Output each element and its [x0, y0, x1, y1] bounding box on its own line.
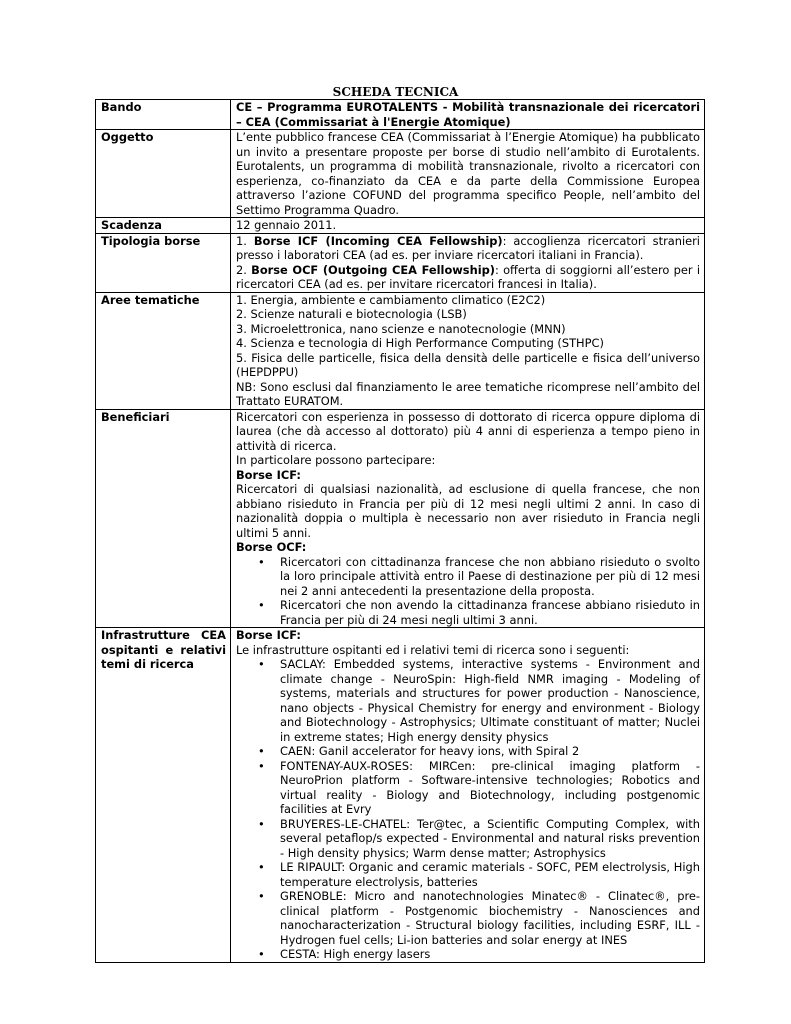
aree-item: 3. Microelettronica, nano scienze e nanotecnologie (MNN): [236, 321, 566, 336]
tipologia-item-text: : offerta di soggiorni all’estero per i ricercatori CEA (ad es. per invitare ricercatori francesi in Italia).: [236, 262, 700, 291]
scadenza-text: 12 gennaio 2011.: [231, 218, 705, 234]
row-oggetto: [96, 130, 705, 218]
aree-item: 5. Fisica delle particelle, fisica della densità delle particelle e fisica dell’universo (HEPDPPU): [236, 350, 700, 379]
list-item: • Ricercatori con cittadinanza francese che non abbiano risieduto o svolto la loro principale attività entro il Paese di destinazione per più di 12 mesi nei 2 anni antecedenti la presentazione della proposta.: [280, 555, 700, 599]
label-bando: Bando: [96, 100, 231, 130]
label-beneficiari: Beneficiari: [96, 409, 231, 628]
page-title: SCHEDA TECNICA: [332, 85, 459, 99]
tipologia-item-title: Borse ICF (Incoming CEA Fellowship): [253, 233, 503, 248]
row-scadenza: [96, 218, 705, 234]
label-tipologia: Tipologia borse: [96, 233, 231, 292]
label-scadenza: Scadenza: [96, 218, 231, 234]
beneficiari-icf-heading: Borse ICF:: [236, 467, 301, 482]
tipologia-item-title: Borse OCF (Outgoing CEA Fellowship): [251, 262, 495, 277]
tipologia-item-number: 1.: [236, 233, 254, 248]
aree-note: NB: Sono esclusi dal finanziamento le aree tematiche ricomprese nell’ambito del Trattato EURATOM.: [236, 379, 700, 408]
tipologia-item-ocf: [236, 263, 700, 292]
list-item: • FONTENAY-AUX-ROSES: MIRCen: pre-clinical imaging platform - NeuroPrion platform - Software-intensive technologies; Robotics and virtual reality - Biology and Biotechnology, including postgenomic facilities at Evry: [280, 759, 700, 817]
aree-content: [231, 292, 705, 409]
aree-item: 2. Scienze naturali e biotecnologia (LSB): [236, 307, 467, 321]
list-item: • Ricercatori che non avendo la cittadinanza francese abbiano risieduto in Francia per più di 24 mesi negli ultimi 3 anni.: [280, 598, 700, 627]
list-item: • CESTA: High energy lasers: [280, 947, 700, 962]
tipologia-item-number: 2.: [236, 262, 252, 277]
tipologia-content: [231, 233, 705, 292]
beneficiari-partecipare: In particolare possono partecipare:: [236, 453, 436, 467]
aree-item: 4. Scienza e tecnologia di High Performance Computing (STHPC): [236, 336, 604, 350]
infrastrutture-intro: Le infrastrutture ospitanti ed i relativi temi di ricerca sono i seguenti:: [236, 642, 630, 657]
tipologia-item-text: : accoglienza ricercatori stranieri presso i laboratori CEA (ad es. per inviare ricercatori italiani in Francia).: [236, 233, 700, 262]
label-infrastrutture: Infrastrutture CEA ospitanti e relativi temi di ricerca: [96, 628, 231, 963]
technical-sheet-table: [95, 99, 705, 963]
aree-item: 1. Energia, ambiente e cambiamento climatico (E2C2): [236, 292, 546, 307]
list-item: • LE RIPAULT: Organic and ceramic materials - SOFC, PEM electrolysis, High temperature electrolysis, batteries: [280, 860, 700, 889]
infrastrutture-list: [236, 657, 700, 962]
oggetto-text: L’ente pubblico francese CEA (Commissariat à l’Energie Atomique) ha pubblicato un invito a presentare proposte per borse di studio nell’ambito di Eurotalents. Eurotalents, un programma di mobilità transnazionale, rivolto a ricercatori con esperienza, co-finanziato da CEA e da parte della Commissione Europea attraverso l’azione COFUND del programma specifico People, nell’ambito del Settimo Programma Quadro.: [231, 130, 705, 218]
label-aree: Aree tematiche: [96, 292, 231, 409]
beneficiari-icf-text: Ricercatori di qualsiasi nazionalità, ad esclusione di quella francese, che non abbiano risieduto in Francia per più di 12 mesi negli ultimi 2 anni. In caso di nazionalità doppia o multipla è necessario non aver risieduto in Francia negli ultimi 5 anni.: [236, 482, 700, 540]
bando-text: CE – Programma EUROTALENTS - Mobilità transnazionale dei ricercatori – CEA (Commissariat à l'Energie Atomique): [231, 100, 705, 130]
beneficiari-ocf-heading: Borse OCF:: [236, 540, 307, 554]
row-infrastrutture: [96, 628, 705, 963]
infrastrutture-content: [231, 628, 705, 963]
list-item: • SACLAY: Embedded systems, interactive systems - Environment and climate change - NeuroSpin: High-field NMR imaging - Modeling of systems, materials and structures for power production - Nanoscience, nano objects - Physical Chemistry for energy and environment - Biology and Biotechnology - Astrophysics; Ultimate constituant of matter; Nuclei in extreme states; High energy density physics: [280, 657, 700, 744]
list-item: • BRUYERES-LE-CHATEL: Ter@tec, a Scientific Computing Complex, with several petaflop/s expected - Environmental and natural risks prevention - High density physics; Warm dense matter; Astrophysics: [280, 817, 700, 861]
beneficiari-ocf-list: [236, 555, 700, 628]
beneficiari-intro: Ricercatori con esperienza in possesso di dottorato di ricerca oppure diploma di laurea (che dà accesso al dottorato) più 4 anni di esperienza a tempo pieno in attività di ricerca.: [236, 409, 700, 453]
infrastrutture-heading: Borse ICF:: [236, 628, 301, 642]
label-oggetto: Oggetto: [96, 130, 231, 218]
tipologia-item-icf: [236, 234, 700, 263]
list-item: • GRENOBLE: Micro and nanotechnologies Minatec® - Clinatec®, pre-clinical platform - Postgenomic biochemistry - Nanosciences and nanocharacterization - Structural biology facilities, including ESRF, ILL - Hydrogen fuel cells; Li-ion batteries and solar energy at INES: [280, 889, 700, 947]
row-tipologia: [96, 233, 705, 292]
row-bando: [96, 100, 705, 130]
list-item: • CAEN: Ganil accelerator for heavy ions, with Spiral 2: [280, 744, 700, 759]
row-beneficiari: [96, 409, 705, 628]
row-aree: [96, 292, 705, 409]
beneficiari-content: [231, 409, 705, 628]
